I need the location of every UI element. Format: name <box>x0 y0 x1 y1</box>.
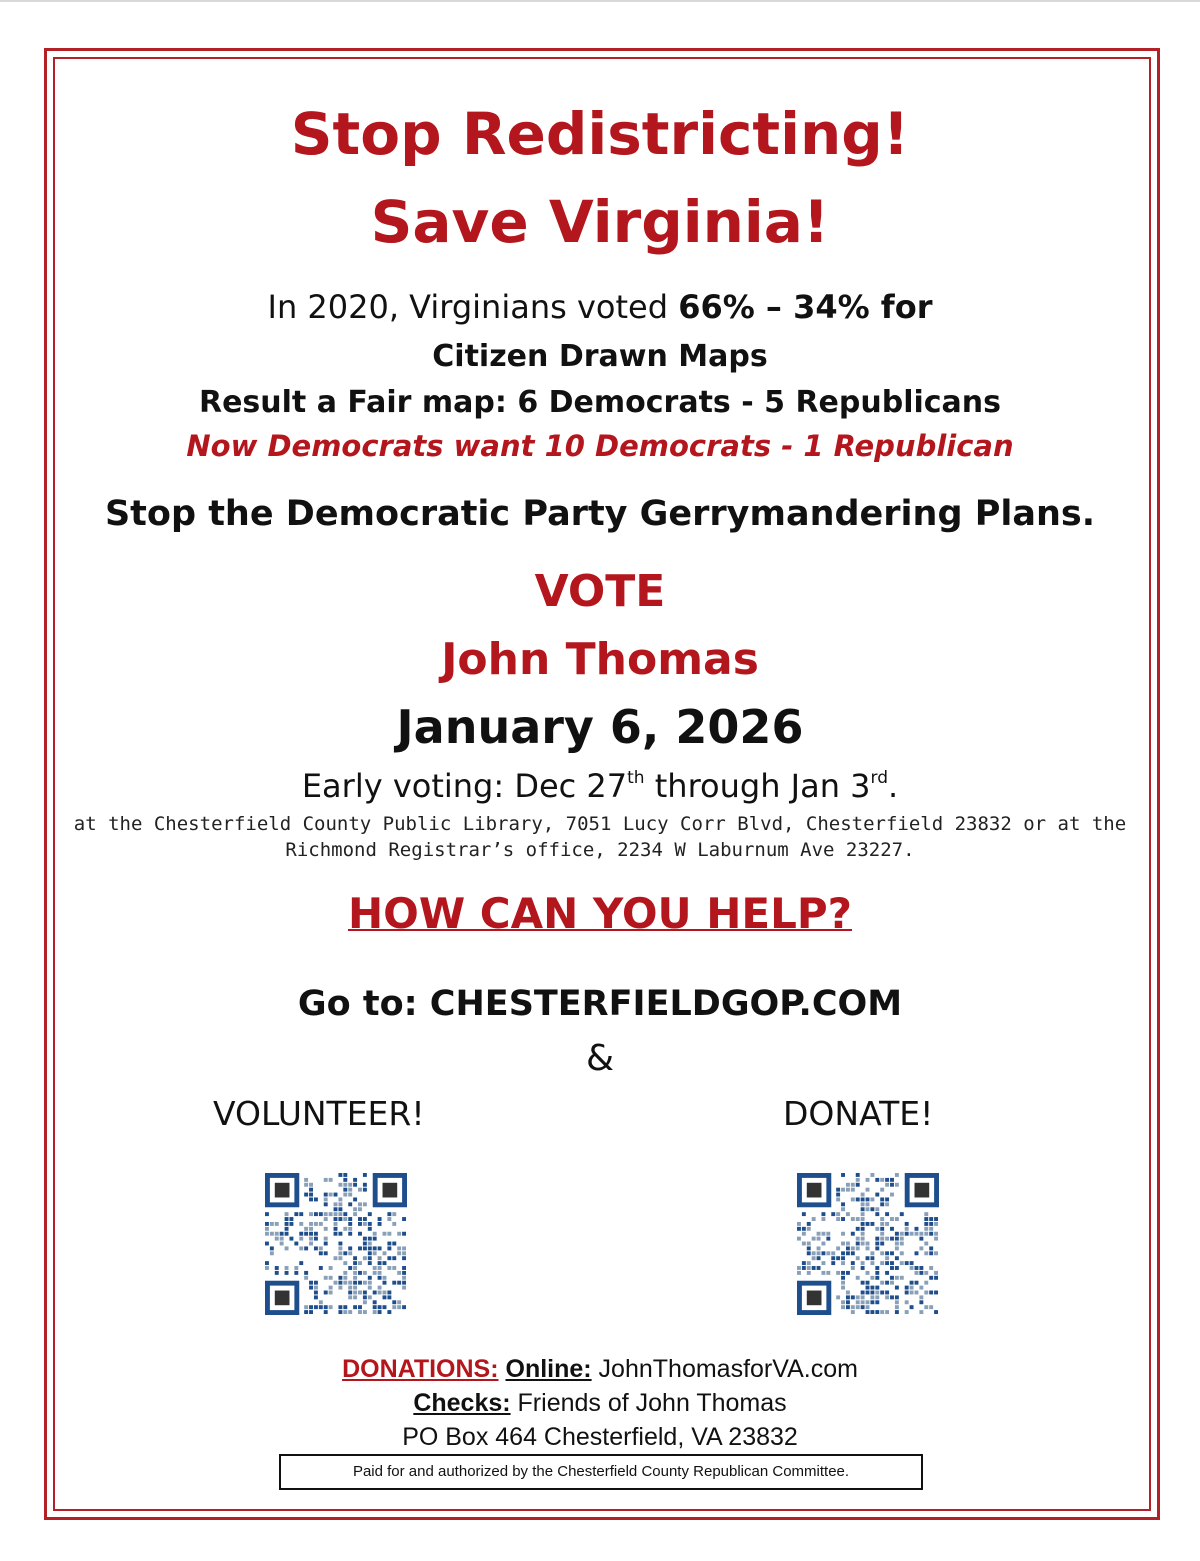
early-voting-sup-rd: rd <box>870 768 888 788</box>
now-democrats-line: Now Democrats want 10 Democrats - 1 Republican <box>186 429 1014 463</box>
top-divider <box>0 0 1200 2</box>
early-voting-suffix: . <box>888 767 899 805</box>
checks-payee: Friends of John Thomas <box>510 1389 787 1417</box>
online-link[interactable]: JohnThomasforVA.com <box>591 1355 858 1383</box>
early-voting-line <box>0 767 1200 805</box>
donations-label: DONATIONS: <box>342 1355 499 1383</box>
stop-gerrymandering-line: Stop the Democratic Party Gerrymandering Plans. <box>104 494 1096 534</box>
vote-result-prefix: In 2020, Virginians voted <box>267 288 679 326</box>
checks-label: Checks: <box>413 1389 511 1417</box>
online-label: Online: <box>505 1355 592 1383</box>
goto-website: Go to: CHESTERFIELDGOP.COM <box>297 984 903 1024</box>
mailing-address: PO Box 464 Chesterfield, VA 23832 <box>402 1423 798 1451</box>
donations-online-line <box>0 1355 1200 1384</box>
ampersand: & <box>585 1038 615 1079</box>
early-voting-middle: through Jan 3 <box>644 767 871 805</box>
qr-code-volunteer-icon[interactable] <box>265 1173 407 1315</box>
donations-checks-line <box>0 1389 1200 1418</box>
early-voting-sup-th: th <box>627 768 645 788</box>
vote-result-line <box>0 288 1200 326</box>
volunteer-label: VOLUNTEER! <box>213 1094 425 1133</box>
candidate-name: John Thomas <box>441 634 759 685</box>
citizen-maps-line: Citizen Drawn Maps <box>432 339 768 374</box>
location-line-2: Richmond Registrar’s office, 2234 W Laburnum Ave 23227. <box>285 839 915 861</box>
paid-for-disclaimer: Paid for and authorized by the Chesterfield County Republican Committee. <box>279 1454 923 1490</box>
headline-save-virginia: Save Virginia! <box>370 188 830 256</box>
qr-code-donate-icon[interactable] <box>797 1173 939 1315</box>
headline-stop-redistricting: Stop Redistricting! <box>290 100 910 168</box>
fair-map-line: Result a Fair map: 6 Democrats - 5 Republicans <box>198 385 1002 420</box>
help-heading: HOW CAN YOU HELP? <box>348 889 852 938</box>
location-line-1: at the Chesterfield County Public Library, 7051 Lucy Corr Blvd, Chesterfield 23832 or at the <box>73 813 1127 835</box>
election-date: January 6, 2026 <box>396 700 804 754</box>
donate-label: DONATE! <box>783 1094 934 1133</box>
vote-result-percent: 66% – 34% for <box>678 288 933 326</box>
vote-heading: VOTE <box>534 566 666 617</box>
early-voting-prefix: Early voting: Dec 27 <box>301 767 628 805</box>
